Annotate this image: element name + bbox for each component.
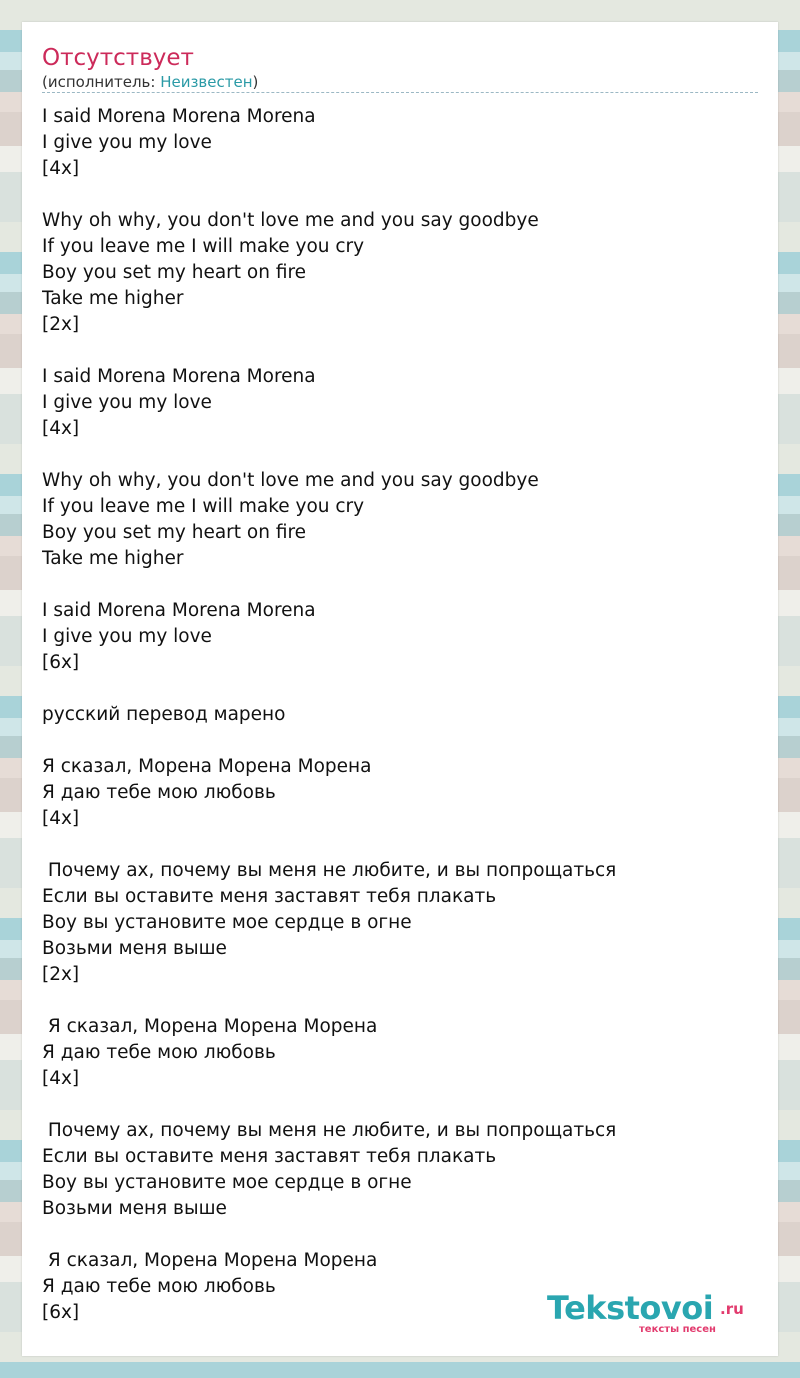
lyric-line: I give you my love [42, 626, 212, 647]
lyric-line: I said Morena Morena Morena [42, 106, 316, 127]
lyric-line: Я сказал, Морена Морена Морена [42, 1250, 378, 1271]
lyric-line [42, 832, 758, 858]
song-title: Отсутствует [42, 45, 194, 71]
lyric-line: I said Morena Morena Morena [42, 600, 316, 621]
logo-tagline: тексты песен [639, 1324, 716, 1335]
logo-wordmark: Tekstovoi [547, 1289, 714, 1327]
lyric-line: Если вы оставите меня заставят тебя плакать [42, 886, 497, 907]
artist-suffix: ) [252, 73, 259, 91]
lyric-line: [4x] [42, 418, 80, 439]
title-divider [42, 92, 758, 93]
lyric-line: Take me higher [42, 288, 184, 309]
lyric-line [42, 728, 758, 754]
lyric-line: [4x] [42, 1068, 80, 1089]
lyrics-text [42, 104, 758, 1326]
lyric-line: Я сказал, Морена Морена Морена [42, 1016, 378, 1037]
lyric-line: Возьми меня выше [42, 938, 227, 959]
lyric-line: русский перевод марено [42, 704, 286, 725]
lyric-line: If you leave me I will make you cry [42, 236, 365, 257]
lyric-line: I give you my love [42, 392, 212, 413]
lyric-line: [2x] [42, 314, 80, 335]
lyric-line [42, 676, 758, 702]
lyric-line: [6x] [42, 1302, 80, 1323]
lyric-line: Я даю тебе мою любовь [42, 1276, 276, 1297]
logo-domain: .ru [720, 1300, 744, 1318]
lyric-line: Boy you set my heart on fire [42, 262, 307, 283]
lyric-line: Я даю тебе мою любовь [42, 1042, 276, 1063]
lyric-line: Почему ах, почему вы меня не любите, и вы попрощаться [42, 860, 617, 881]
lyric-line: [2x] [42, 964, 80, 985]
lyric-line [42, 572, 758, 598]
lyric-line: Why oh why, you don't love me and you say goodbye [42, 470, 539, 491]
lyric-line [42, 988, 758, 1014]
lyric-line [42, 442, 758, 468]
lyrics-card [22, 22, 778, 1356]
lyric-line: Я сказал, Морена Морена Морена [42, 756, 372, 777]
lyric-line [42, 1092, 758, 1118]
lyric-line: I said Morena Morena Morena [42, 366, 316, 387]
lyric-line: [6x] [42, 652, 80, 673]
site-logo[interactable] [547, 1290, 767, 1338]
lyric-line: [4x] [42, 158, 80, 179]
lyric-line: Boy вы установите мое сердце в огне [42, 1172, 412, 1193]
lyric-line: I give you my love [42, 132, 212, 153]
lyric-line: Если вы оставите меня заставят тебя плакать [42, 1146, 497, 1167]
artist-line [42, 73, 258, 91]
lyric-line: Я даю тебе мою любовь [42, 782, 276, 803]
artist-link[interactable]: Неизвестен [160, 73, 253, 91]
lyric-line: If you leave me I will make you cry [42, 496, 365, 517]
lyric-line: Why oh why, you don't love me and you say goodbye [42, 210, 539, 231]
lyric-line [42, 338, 758, 364]
lyric-line: Boy вы установите мое сердце в огне [42, 912, 412, 933]
lyric-line [42, 1222, 758, 1248]
lyric-line: [4x] [42, 808, 80, 829]
lyric-line [42, 182, 758, 208]
lyric-line: Почему ах, почему вы меня не любите, и вы попрощаться [42, 1120, 617, 1141]
lyric-line: Take me higher [42, 548, 184, 569]
artist-prefix: (исполнитель: [42, 73, 161, 91]
lyric-line: Boy you set my heart on fire [42, 522, 307, 543]
lyric-line: Возьми меня выше [42, 1198, 227, 1219]
